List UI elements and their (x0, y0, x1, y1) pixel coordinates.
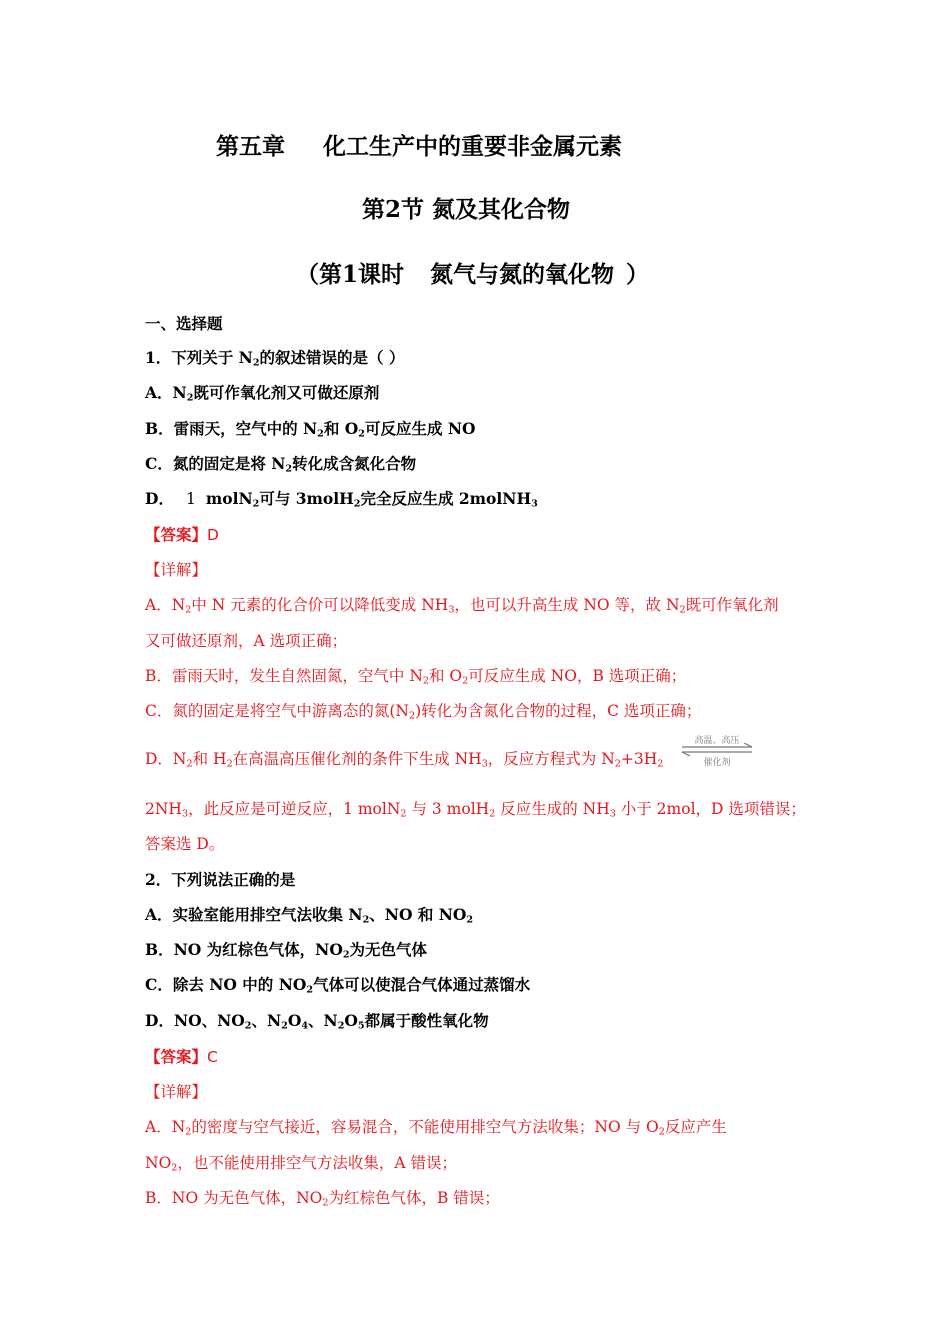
text: D．NO、NO (145, 1011, 245, 1030)
text: D．N (145, 750, 187, 768)
q1-stem-text: 的叙述错误的是（ ） (259, 348, 405, 367)
text: ，也可以升高生成 NO 等，故 N (454, 596, 680, 614)
subscript: 2 (362, 914, 370, 926)
lesson-number: 1 (342, 261, 359, 288)
q1-explain-line-1 (145, 593, 779, 615)
subscript: 2 (489, 808, 496, 820)
subscript: 2 (244, 1020, 252, 1032)
q1-stem-text: 1．下列关于 N (145, 348, 253, 367)
text: 为无色气体 (349, 940, 428, 959)
text: 和 O (323, 419, 359, 438)
text: 的密度与空气接近，容易混合，不能使用排空气方法收集；NO 与 O (191, 1118, 659, 1136)
question-1-stem (145, 346, 404, 368)
question-2-stem: 2．下列说法正确的是 (145, 870, 296, 889)
subscript: 2 (226, 758, 233, 770)
subscript: 2 (317, 428, 324, 440)
q1-explain-line-2: 又可做还原剂，A 选项正确； (145, 632, 348, 650)
q1-option-d (145, 487, 538, 509)
q2-option-b (145, 938, 427, 960)
section-title: 氮及其化合物 (432, 196, 571, 223)
q2-detail-label: 【详解】 (145, 1083, 208, 1101)
subscript: 2 (658, 1126, 665, 1138)
text: 1 (185, 490, 196, 508)
text: 中 N 元素的化合价可以降低变成 NH (191, 596, 449, 614)
subscript: 3 (531, 498, 538, 510)
q1-explain-line-6 (145, 797, 806, 819)
subscript: 2 (337, 1020, 345, 1032)
subscript: 2 (422, 675, 429, 687)
text: 既可作氧化剂 (685, 596, 779, 614)
q1-stem-sub: 2 (252, 357, 260, 369)
text: 可反应生成 NO，B 选项正确； (468, 667, 687, 685)
subscript: 2 (466, 914, 474, 926)
text: 反应产生 (664, 1118, 727, 1136)
answer-value: C (207, 1048, 218, 1066)
chapter-title-line (216, 128, 622, 161)
text: A．N (145, 1118, 186, 1136)
subscript: 2 (306, 984, 314, 996)
q1-option-c (145, 452, 416, 474)
text: 、N (251, 1011, 282, 1030)
q1-explain-line-4 (145, 699, 701, 721)
bracket: 【 (145, 1048, 161, 1066)
subscript: 2 (657, 758, 664, 770)
text: 为红棕色气体，B 错误； (328, 1189, 500, 1207)
text: 完全反应生成 2molNH (360, 489, 532, 508)
text: B．雷雨天，空气中的 N (145, 419, 318, 438)
bracket: 】 (191, 1048, 208, 1066)
text: molN (205, 489, 253, 508)
text: O (344, 1011, 358, 1030)
text: 与 3 molH (406, 800, 490, 818)
q1-explain-line-5 (145, 747, 663, 769)
text: D． (145, 489, 174, 508)
text: 可反应生成 NO (364, 419, 476, 438)
subscript: 3 (609, 808, 616, 820)
text: 在高温高压催化剂的条件下生成 NH (232, 750, 482, 768)
text: A．实验室能用排空气法收集 N (145, 905, 363, 924)
text: 、NO 和 NO (369, 905, 467, 924)
subscript: 2 (408, 710, 416, 722)
subscript: 2 (185, 1126, 192, 1138)
q1-option-a (145, 381, 379, 403)
q2-explain-line-3 (145, 1186, 500, 1208)
subscript: 2 (281, 1020, 288, 1032)
chapter-label: 第五章 (216, 133, 285, 160)
answer-value: D (207, 526, 219, 544)
text: B．NO 为红棕色气体，NO (145, 940, 343, 959)
subscript: 2 (186, 392, 194, 404)
text: 都属于酸性氧化物 (364, 1011, 489, 1030)
lesson-title-line (296, 256, 649, 289)
lesson-close: ） (626, 261, 650, 288)
subscript: 2 (322, 1197, 329, 1209)
text: ，也不能使用排空气方法收集，A 错误； (177, 1154, 458, 1172)
subscript: 2 (171, 1162, 178, 1174)
text: 转化成含氮化合物 (292, 454, 417, 473)
subscript: 2 (400, 808, 407, 820)
q2-option-d (145, 1009, 489, 1031)
section-prefix: 第 (362, 196, 385, 223)
text: ，反应方程式为 N (487, 750, 615, 768)
subscript: 2 (285, 463, 293, 475)
answer-label: 答案 (160, 526, 192, 544)
text: 、N (308, 1011, 338, 1030)
q2-explain-line-2 (145, 1151, 457, 1173)
subscript: 2 (679, 604, 686, 616)
subscript: 2 (342, 949, 350, 961)
section-number: 2 (385, 196, 402, 223)
subscript: 2 (252, 498, 260, 510)
reversible-arrow (680, 733, 754, 773)
text: B．NO 为无色气体，NO (145, 1189, 323, 1207)
q1-explain-line-3 (145, 664, 686, 686)
lesson-open: （第 (296, 261, 342, 288)
text: 小于 2mol，D 选项错误； (615, 800, 806, 818)
subscript: 5 (357, 1020, 365, 1032)
subscript: 4 (301, 1020, 309, 1032)
q2-answer (145, 1045, 218, 1067)
subscript: 3 (448, 604, 455, 616)
text: C．氮的固定是将 N (145, 454, 286, 473)
lesson-title: 氮气与氮的氧化物 (430, 261, 615, 288)
text: NO (145, 1154, 172, 1172)
part-heading: 一、选择题 (145, 314, 223, 333)
text: 气体可以使混合气体通过蒸馏水 (313, 975, 531, 994)
text: B．雷雨天时，发生自然固氮，空气中 N (145, 667, 423, 685)
reaction-condition-bottom: 催化剂 (703, 758, 731, 768)
subscript: 2 (186, 758, 193, 770)
lesson-unit: 课时 (358, 261, 405, 288)
text: 反应生成的 NH (495, 800, 610, 818)
text: A．N (145, 383, 187, 402)
q1-explain-line-7: 答案选 D。 (145, 835, 225, 853)
answer-label: 答案 (160, 1048, 192, 1066)
bracket: 】 (191, 526, 208, 544)
subscript: 2 (353, 498, 361, 510)
section-suffix: 节 (401, 196, 425, 223)
section-title-line (362, 191, 570, 224)
q1-detail-label: 【详解】 (145, 561, 208, 579)
bracket: 【 (145, 526, 161, 544)
subscript: 3 (181, 808, 189, 820)
text: A．N (145, 596, 186, 614)
q1-option-b (145, 417, 476, 439)
q1-answer (145, 523, 219, 545)
text: ，此反应是可逆反应，1 molN (188, 800, 401, 818)
chapter-title: 化工生产中的重要非金属元素 (323, 133, 622, 160)
text: 和 O (429, 667, 463, 685)
text: C．氮的固定是将空气中游离态的氮(N (145, 702, 409, 720)
text: )转化为含氮化合物的过程，C 选项正确； (415, 702, 702, 720)
subscript: 2 (185, 604, 192, 616)
text: 和 H (192, 750, 227, 768)
subscript: 3 (481, 758, 488, 770)
subscript: 2 (358, 428, 365, 440)
q2-option-c (145, 973, 530, 995)
text: +3H (620, 750, 658, 768)
subscript: 2 (614, 758, 621, 770)
text: 可与 3molH (259, 489, 354, 508)
text: 2NH (145, 800, 182, 818)
text: C．除去 NO 中的 NO (145, 975, 307, 994)
text: O (287, 1011, 302, 1030)
q2-option-a (145, 903, 473, 925)
subscript: 2 (462, 675, 469, 687)
q2-explain-line-1 (145, 1115, 727, 1137)
text: 既可作氧化剂又可做还原剂 (193, 383, 380, 402)
reaction-condition-top: 高温、高压 (694, 736, 740, 746)
